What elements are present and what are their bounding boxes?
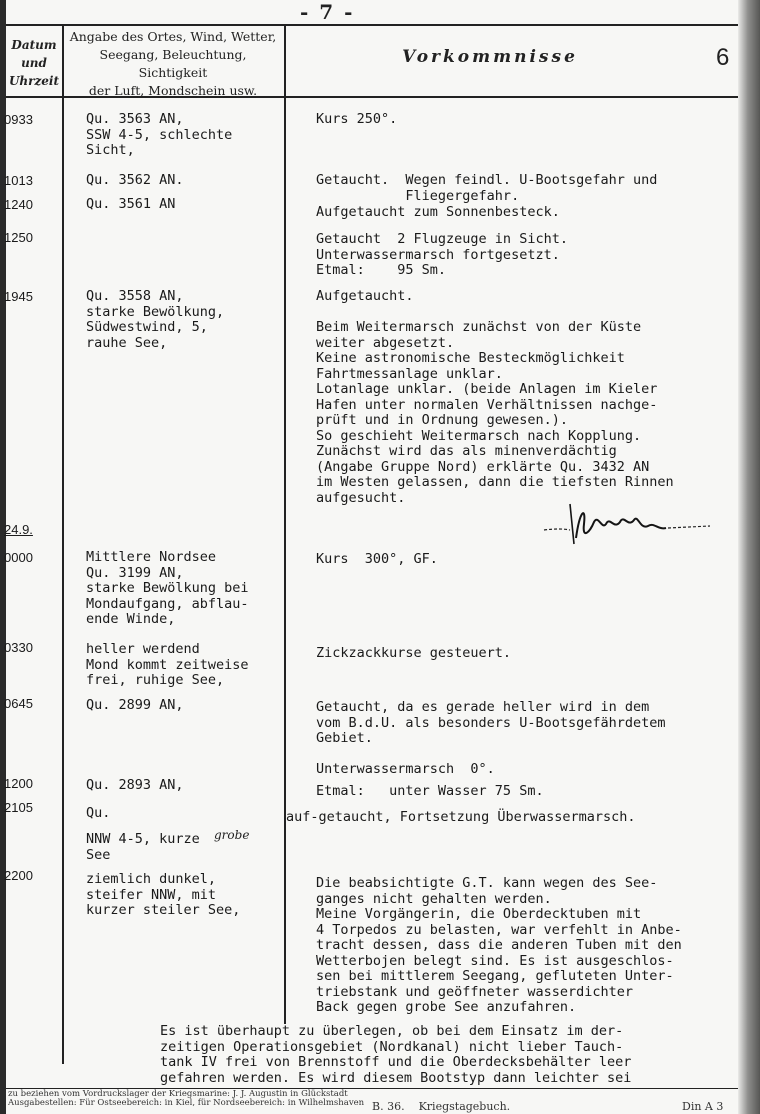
place-column-divider (284, 24, 286, 1024)
entry-time: 1013 (4, 173, 33, 188)
entry-time: 1200 (4, 776, 33, 791)
date-marker: 24.9. (4, 522, 33, 537)
header-date-line-3: Uhrzeit (8, 74, 60, 88)
entry-time: 1945 (4, 289, 33, 304)
entry-event: Aufgetaucht zum Sonnenbesteck. (316, 204, 560, 220)
entry-event: Getaucht, da es gerade heller wird in dem vom B.d.U. als besonders U-Bootsgefährdetem Gebiet. Unterwassermarsch 0°. (316, 699, 666, 777)
footer-form-number: B. 36. (372, 1100, 405, 1113)
entry-event: Getaucht 2 Flugzeuge in Sicht. Unterwassermarsch fortgesetzt. Etmal: 95 Sm. (316, 231, 568, 278)
header-date-line-1: Datum (11, 38, 57, 52)
header-events: Vorkommnisse (402, 47, 578, 67)
entry-event: Getaucht. Wegen feindl. U-Bootsgefahr und Fliegergefahr. (316, 172, 658, 204)
header-place-line-1: Angabe des Ortes, Wind, Wetter, (69, 29, 277, 44)
footer-paper-size: Din A 3 (682, 1100, 724, 1113)
header-place-weather (64, 28, 282, 100)
entry-place: Qu. 3561 AN (86, 196, 176, 212)
handwritten-margin-note: grobe (214, 828, 250, 842)
entry-event: auf-getaucht, Fortsetzung Überwassermarsch. (286, 809, 636, 825)
entry-event: Etmal: unter Wasser 75 Sm. (316, 783, 544, 799)
footer-printer-line-2: Ausgabestellen: Für Ostseebereich: in Kiel, für Nordseebereich: in Wilhelmshaven (8, 1098, 365, 1108)
footer-printer-line-1: zu beziehen vom Vordruckslager der Kriegsmarine: J. J. Augustin in Glückstadt (8, 1089, 348, 1099)
entry-time: 2105 (4, 800, 33, 815)
entry-place: Qu. 2899 AN, (86, 697, 184, 713)
entry-time: 2200 (4, 868, 33, 883)
entry-place: Qu. 3562 AN. (86, 172, 184, 188)
page-marker: - 7 - (300, 0, 355, 24)
entry-event: Aufgetaucht. Beim Weitermarsch zunächst von der Küste weiter abgesetzt. Keine astronomische Besteckmöglichkeit Fahrtmessanlage unklar. Lotanlage unklar. (beide Anlagen im Kieler Hafen unter normalen Verhältnissen nachge- prüft und in Ordnung gewesen.). So geschieht Weitermarsch nach Kopplung. Zunächst wird das als minenverdächtig (Angabe Gruppe Nord) erklärte Qu. 3432 AN im Westen gelassen, dann die tiefsten Rinnen aufgesucht. (316, 288, 674, 506)
header-page-number: 6 (716, 44, 730, 71)
scan-right-edge (738, 0, 760, 1114)
entry-event: Kurs 300°, GF. (316, 551, 438, 567)
entry-event: Zickzackkurse gesteuert. (316, 645, 512, 661)
footer-printer-info (8, 1090, 364, 1108)
entry-time: 0933 (4, 112, 33, 127)
entry-time: 0000 (4, 550, 33, 565)
entry-event: Kurs 250°. (316, 111, 398, 127)
table-top-border (6, 24, 738, 26)
entry-place: NNW 4-5, kurze See (86, 831, 200, 863)
entry-event: Die beabsichtigte G.T. kann wegen des See- ganges nicht gehalten werden. Meine Vorgängerin, die Oberdecktuben mit 4 Torpedos zu belasten, war verfehlt in Anbe- tracht dessen, dass die anderen Tuben mit den Wetterbojen belegt sind. Es ist ausgeschlos- sen bei mittlerem Seegang, gefluteten Unter- triebstank und geöffneter wasserdichter Back gegen grobe See anzufahren. (316, 875, 682, 1015)
entry-place: Qu. 3558 AN, starke Bewölkung, Südwestwind, 5, rauhe See, (86, 288, 225, 351)
commander-signature (540, 500, 740, 546)
header-place-line-2: Seegang, Beleuchtung, Sichtigkeit (99, 47, 247, 80)
entry-place: ziemlich dunkel, steifer NNW, mit kurzer steiler See, (86, 871, 241, 918)
date-column-divider (62, 24, 64, 1064)
entry-time: 0645 (4, 696, 33, 711)
entry-time: 1250 (4, 230, 33, 245)
header-place-line-3: der Luft, Mondschein usw. (88, 83, 258, 98)
entry-time: 1240 (4, 197, 33, 212)
footer-form-name: Kriegstagebuch. (418, 1100, 511, 1113)
bottom-paragraph: Es ist überhaupt zu überlegen, ob bei dem Einsatz im der- zeitigen Operationsgebiet (Nordkanal) nicht lieber Tauch- tank IV frei von Brennstoff und die Oberdecksbehälter leer gefahren werden. Es wird diesem Bootstyp dann leichter sei (160, 1023, 632, 1086)
entry-place: Qu. (86, 805, 111, 821)
header-date-line-2: und (21, 56, 47, 70)
entry-place: Mittlere Nordsee Qu. 3199 AN, starke Bewölkung bei Mondaufgang, abflau- ende Winde, (86, 549, 249, 627)
entry-place: Qu. 3563 AN, SSW 4-5, schlechte Sicht, (86, 111, 233, 158)
entry-place: heller werdend Mond kommt zeitweise frei, ruhige See, (86, 641, 249, 688)
header-date-time (6, 36, 62, 90)
footer-form-id (372, 1100, 510, 1113)
entry-time: 0330 (4, 640, 33, 655)
entry-place: Qu. 2893 AN, (86, 777, 184, 793)
